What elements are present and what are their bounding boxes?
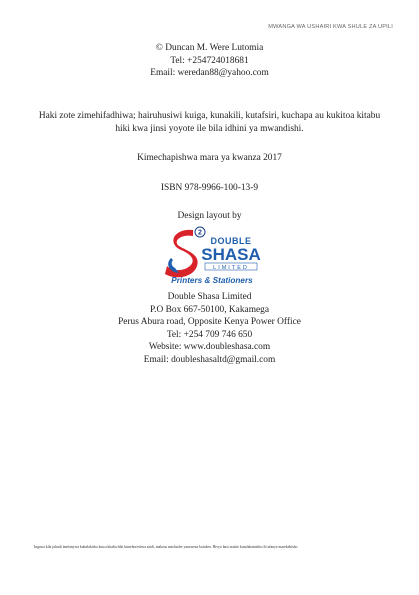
edition-text: Kimechapishwa mara ya kwanza 2017: [137, 153, 282, 163]
printer-po-box: P.O Box 667-50100, Kakamega: [150, 304, 269, 315]
copyright-block: [0, 42, 419, 80]
double-shasa-logo: [163, 224, 261, 288]
logo-superscript: 2: [198, 229, 202, 237]
copyright-owner: © Duncan M. Were Lutomia: [155, 43, 264, 53]
edition-block: [0, 152, 419, 165]
rights-notice-block: [0, 110, 419, 135]
printer-block: [0, 291, 419, 367]
logo-graphic: [163, 224, 261, 288]
printer-website: Website: www.doubleshasa.com: [148, 342, 271, 353]
logo-word-limited: LIMITED: [213, 265, 249, 271]
copyright-tel: Tel: +254724018681: [170, 55, 249, 66]
printer-tel: Tel: +254 709 746 650: [166, 329, 253, 340]
printer-name: Double Shasa Limited: [167, 292, 252, 302]
rights-notice: Haki zote zimehifadhiwa; hairuhusiwi kuiga, kunakili, kutafsiri, kuchapa au kukitoa kitabu hiki kwa jinsi yoyote ile bila idhini ya mwandishi.: [38, 111, 381, 134]
copyright-email: Email: weredan88@yahoo.com: [150, 68, 269, 79]
logo-word-double: DOUBLE: [210, 236, 252, 246]
running-head: MWANGA WA USHAIRI KWA SHULE ZA UPILI: [268, 24, 393, 30]
logo-word-shasa: SHASA: [201, 245, 261, 264]
logo-tagline: Printers & Stationers: [171, 276, 253, 285]
printer-email: Email: doubleshasaltd@gmail.com: [143, 354, 276, 365]
printer-address: Perus Abura road, Opposite Kenya Power Office: [118, 317, 301, 328]
isbn-block: [0, 182, 419, 195]
logo-s-mark: [165, 230, 198, 277]
isbn-text: ISBN 978-9966-100-13-9: [160, 183, 259, 193]
design-label: Design layout by: [177, 211, 242, 221]
design-block: [0, 210, 419, 223]
footnote: Ingawa kila juhudi imefanywa kuhakikisha kuwa kitabu hiki kimeboreshwa zaidi, makosa machache yanaweza kutokea. Hivyo basi usisite kutufahamisha ili tufanye marekebisho.: [34, 545, 299, 549]
